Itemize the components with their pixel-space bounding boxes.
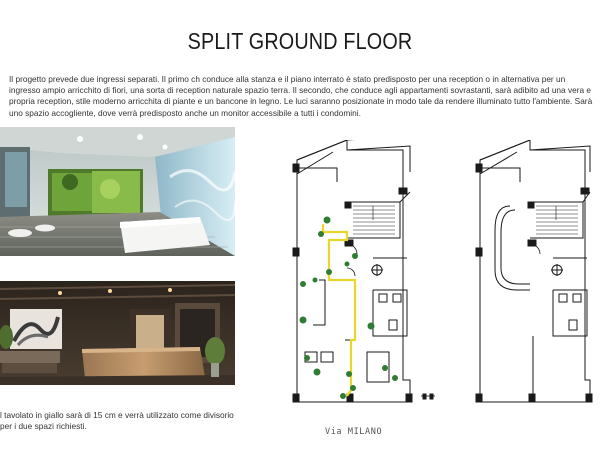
floor-plan-left — [293, 140, 435, 402]
page-title: SPLIT GROUND FLOOR — [187, 28, 413, 54]
floor-plans — [285, 140, 600, 440]
street-label: Via MILANO — [325, 427, 383, 437]
reception-photo-wood-desk — [0, 281, 235, 385]
yellow-partition — [323, 224, 355, 396]
floor-plan-right — [476, 140, 592, 402]
intro-paragraph: Il progetto prevede due ingressi separati. Il primo ch conduce alla stanza e il piano interrato è stato predisposto per una reception o in alternativa per un ingresso ampio arricchito di fiori, una sorta di reception naturale spazio terra. Il secondo, che conduce agli appartamenti sovrastanti, sarà adibito ad una vera e propria reception, stile moderno arricchita di piante e un bancone in legno. Le luci saranno posizionate in modo tale da rendere illuminato tutto l'ambiente. Sarà uno spazio accogliente, dove verrà predisposto anche un monitor accessibile a tutti i condomini. — [9, 74, 593, 118]
lobby-photo-green-wall — [0, 127, 235, 256]
partition-caption: l tavolato in giallo sarà di 15 cm e verrà utilizzato come divisorio per i due spazi richiesti. — [0, 410, 234, 432]
